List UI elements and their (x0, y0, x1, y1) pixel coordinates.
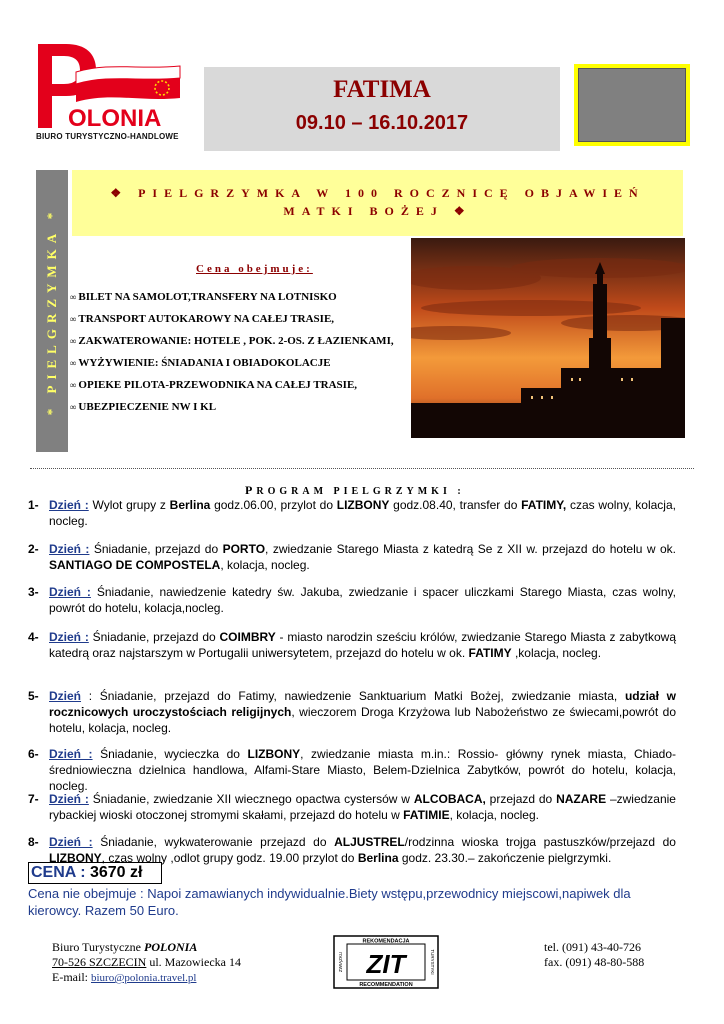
day-label: Dzień : (49, 630, 89, 644)
day-segment: - miasto narodzin sześciu królów, zwiedzanie Starego Miasta z zabytkową katedrą oraz najstarszym w Portugalii uniwersytetem, przejazd do hotelu w ok. (49, 630, 676, 660)
program-day (28, 541, 676, 573)
email-label: E-mail: (52, 970, 88, 984)
bullet-icon: ∞ (70, 314, 77, 324)
day-segment: , zwiedzanie miasta m.in.: Rossio- główny rynek miasta, Chiado- średniowieczna dzielnica handlowa, Alfami-Stare Miasto, Belem-Dzielnica Zabytków, powrót do hotelu, kolacja, nocleg. (49, 747, 676, 793)
fax-number: fax. (091) 48-80-588 (544, 955, 645, 969)
recommendation-badge (333, 935, 439, 989)
day-segment: Śniadanie, przejazd do (89, 542, 223, 556)
list-item (70, 356, 394, 378)
day-number: 2- (28, 542, 39, 556)
program-title (245, 483, 465, 498)
day-segment: , kolacja, nocleg. (220, 558, 310, 572)
day-segment: godz.08.40, transfer do (389, 498, 522, 512)
day-segment: , kolacja, nocleg. (449, 808, 539, 822)
day-highlight: FATIMY (468, 646, 512, 660)
list-item-text: TRANSPORT AUTOKAROWY NA CAŁEJ TRASIE, (78, 313, 335, 325)
program-title-cap: P (245, 483, 257, 497)
program-day (28, 497, 676, 529)
price-box (28, 862, 162, 884)
price-excludes: Cena nie obejmuje : Napoi zamawianych indywidualnie.Biety wstępu,przewodnicy miejscowi,napiwek dla kierowcy. Razem 50 Euro. (28, 886, 631, 918)
polonia-logo (30, 40, 202, 144)
day-segment: , zwiedzanie Starego Miasta z katedrą Se z XII w. przejazd do hotelu w ok. (265, 542, 676, 556)
day-segment: Śniadanie, nawiedzenie katedry św. Jakuba, zwiedzanie i spacer uliczkami Starego Miasta, czas wolny, powrót do hotelu, kolacja,nocleg. (49, 585, 676, 615)
day-highlight: Berlina (357, 851, 399, 865)
day-highlight: LIZBONY (49, 851, 102, 865)
day-segment: godz. 23.30.– zakończenie pielgrzymki. (398, 851, 612, 865)
program-day (28, 584, 676, 616)
day-label: Dzień : (49, 585, 91, 599)
day-number: 1- (28, 498, 39, 512)
price-label: CENA : (31, 864, 86, 881)
polonia-logo-mark (30, 40, 202, 132)
day-number: 8- (28, 835, 39, 849)
sanctuary-photo (411, 238, 685, 438)
logo-tagline: BIURO TURYSTYCZNO-HANDLOWE (36, 132, 179, 141)
badge-top-text: REKOMENDACJA (362, 938, 410, 945)
program-day (28, 791, 676, 823)
list-item (70, 290, 394, 312)
badge-center-text: ZIT (366, 949, 406, 979)
list-item-text: OPIEKE PILOTA-PRZEWODNIKA NA CAŁEJ TRASIE, (78, 379, 358, 391)
day-number: 6- (28, 747, 39, 761)
day-highlight: FATIMY, (521, 498, 567, 512)
postal-address: 70-526 SZCZECIN (52, 955, 147, 969)
day-segment: –zwiedzanie rybackiej wioski otoczonej stromymi skałami, przejazd do hotelu w (49, 792, 676, 822)
day-segment: Śniadanie, wycieczka do (92, 747, 248, 761)
footer-contact (52, 940, 241, 986)
divider (30, 468, 694, 469)
heading-line-1: ❖ PIELGRZYMKA W 100 ROCZNICĘ OBJAWIEŃ (110, 186, 645, 200)
day-label: Dzień : (49, 542, 90, 556)
list-item (70, 400, 394, 422)
program-day (28, 746, 676, 794)
day-text (49, 541, 676, 573)
day-highlight: SANTIAGO DE COMPOSTELA (49, 558, 221, 572)
page-title: FATIMA (333, 76, 431, 103)
day-segment: Śniadanie, zwiedzanie XII wiecznego opactwa cystersów w (88, 792, 414, 806)
day-number: 4- (28, 630, 39, 644)
heading-line-2: MATKI BOŻEJ ❖ (283, 204, 472, 218)
day-highlight: PORTO (222, 542, 266, 556)
trip-dates: 09.10 – 16.10.2017 (295, 112, 469, 134)
day-label: Dzień : (49, 835, 93, 849)
badge-left-text: ZWIĄZKU (338, 951, 343, 973)
day-number: 5- (28, 689, 39, 703)
day-text (49, 791, 676, 823)
day-label: Dzień : (49, 747, 93, 761)
day-segment: Wylot grupy z (88, 498, 170, 512)
day-text (49, 629, 676, 661)
day-highlight: ALCOBACA, (413, 792, 486, 806)
day-segment: : Śniadanie, przejazd do Fatimy, nawiedzenie Sanktuarium Matki Bożej, zwiedzanie miasta, (81, 689, 625, 703)
day-label: Dzień : (49, 792, 89, 806)
badge-bottom-text: RECOMMENDATION (359, 982, 413, 988)
title-box (204, 67, 560, 151)
pilgrimage-heading (72, 170, 683, 236)
includes-list (70, 290, 394, 422)
day-segment: Śniadanie, wykwaterowanie przejazd do (92, 835, 335, 849)
footer-phones (544, 940, 644, 970)
day-segment: czas wolny, kolacja, nocleg. (49, 498, 676, 528)
day-highlight: udział w rocznicowych uroczystościach religijnych (49, 689, 676, 719)
day-highlight: COIMBRY (219, 630, 276, 644)
day-highlight: NAZARE (556, 792, 607, 806)
day-segment: przejazd do (485, 792, 557, 806)
svg-text:OLONIA: OLONIA (68, 105, 162, 132)
day-segment: Śniadanie, przejazd do (88, 630, 220, 644)
day-text (49, 584, 676, 616)
program-day (28, 688, 676, 736)
day-highlight: Berlina (169, 498, 211, 512)
photo-placeholder-inner (578, 68, 686, 142)
side-label (36, 170, 68, 452)
day-label: Dzień (49, 689, 82, 703)
day-number: 3- (28, 585, 39, 599)
price-amount: 3670 zł (89, 864, 143, 881)
email-link[interactable]: biuro@polonia.travel.pl (91, 972, 197, 984)
program-day (28, 629, 676, 661)
day-highlight: LIZBONY (247, 747, 301, 761)
day-segment: , czas wolny ,odlot grupy godz. 19.00 przylot do (101, 851, 358, 865)
day-label: Dzień : (49, 498, 89, 512)
phone-number: tel. (091) 43-40-726 (544, 940, 641, 954)
list-item-text: WYŻYWIENIE: ŚNIADANIA I OBIADOKOLACJE (78, 357, 331, 369)
bullet-icon: ∞ (70, 336, 77, 346)
list-item-text: ZAKWATEROWANIE: HOTELE , POK. 2-OS. Z ŁAZIENKAMI, (78, 335, 394, 347)
bullet-icon: ∞ (70, 402, 77, 412)
day-segment: , wieczorem Droga Krzyżowa lub Nabożeństwo ze świecami,powrót do hotelu, kolacja, nocleg. (49, 705, 676, 735)
bullet-icon: ∞ (70, 292, 77, 302)
list-item (70, 312, 394, 334)
day-segment: /rodzinna wioska trojga pastuszków/przejazd do (404, 835, 676, 849)
list-item-text: BILET NA SAMOLOT,TRANSFERY NA LOTNISKO (78, 291, 337, 303)
day-highlight: LIZBONY (336, 498, 390, 512)
bullet-icon: ∞ (70, 358, 77, 368)
day-text (49, 688, 676, 736)
list-item-text: UBEZPIECZENIE NW I KL (78, 401, 217, 413)
day-text (49, 497, 676, 529)
company-prefix: Biuro Turystyczne (52, 940, 142, 954)
side-label-text: * PIELGRZYMKA * (44, 206, 59, 416)
list-item (70, 334, 394, 356)
day-segment: godz.06.00, przylot do (210, 498, 337, 512)
list-item (70, 378, 394, 400)
street-address: ul. Mazowiecka 14 (149, 955, 241, 969)
day-number: 7- (28, 792, 39, 806)
photo-placeholder (574, 64, 690, 146)
program-title-rest: ROGRAM PIELGRZYMKI : (256, 486, 465, 497)
day-highlight: FATIMIE (403, 808, 450, 822)
includes-title: Cena obejmuje: (196, 263, 313, 275)
company-name: POLONIA (144, 940, 198, 954)
day-text (49, 746, 676, 794)
day-segment: ,kolacja, nocleg. (511, 646, 602, 660)
day-highlight: ALJUSTREL (334, 835, 405, 849)
badge-right-text: TURYSTYKI (430, 949, 435, 975)
bullet-icon: ∞ (70, 380, 77, 390)
